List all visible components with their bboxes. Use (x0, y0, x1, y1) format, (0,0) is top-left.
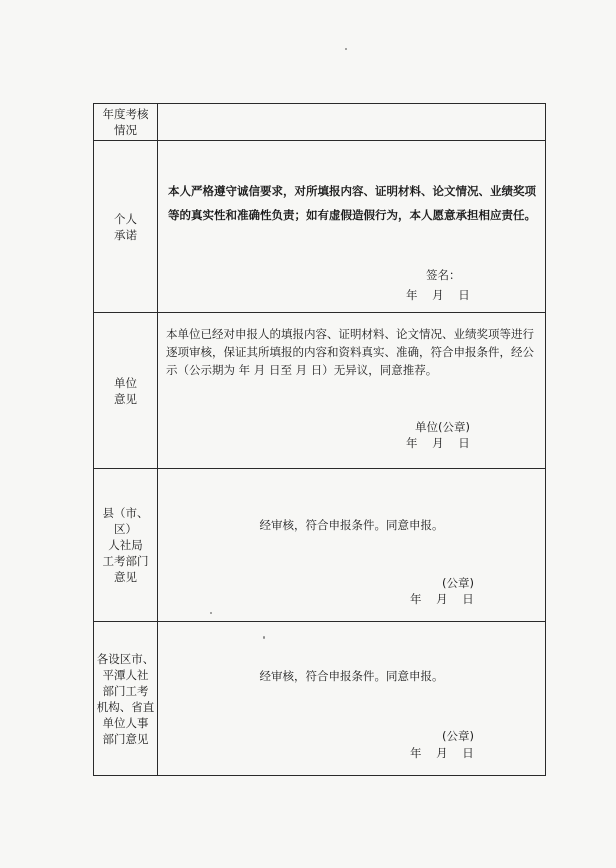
annual-assessment-field[interactable] (158, 104, 546, 141)
county-opinion-cell (158, 469, 546, 622)
label-line: 工考部门 (102, 554, 149, 568)
scan-speck (345, 48, 347, 50)
personal-pledge-label (94, 141, 158, 313)
pledge-date: 年 月 日 (406, 288, 470, 302)
city-seal-label: (公章) (442, 729, 474, 743)
county-opinion-text: 经审核，符合申报条件。同意申报。 (259, 518, 444, 532)
annual-assessment-label (94, 104, 158, 141)
label-line: 部门意见 (102, 731, 149, 746)
county-seal-label: (公章) (442, 576, 474, 590)
row-city-opinion (94, 622, 546, 776)
row-county-opinion (94, 469, 546, 622)
signature-label[interactable]: 签名： (426, 268, 461, 282)
unit-opinion-label (94, 313, 158, 469)
label-line: 意见 (114, 391, 137, 406)
label-line: 意见 (114, 570, 137, 584)
review-form-table (93, 103, 546, 776)
city-opinion-label (94, 622, 158, 776)
label-line: 平潭人社 (102, 667, 149, 682)
personal-pledge-cell (158, 141, 546, 313)
county-opinion-label (94, 469, 158, 622)
unit-opinion-cell (158, 313, 546, 469)
label-line: 部门工考 (102, 683, 149, 698)
county-date: 年 月 日 (410, 592, 474, 606)
city-opinion-text: 经审核，符合申报条件。同意申报。 (259, 669, 444, 683)
row-personal-pledge (94, 141, 546, 313)
row-annual-assessment (94, 104, 546, 141)
scan-speck (210, 612, 212, 614)
city-opinion-cell (158, 622, 546, 776)
label-line: 个人 (114, 211, 137, 226)
row-unit-opinion (94, 313, 546, 469)
city-date: 年 月 日 (410, 746, 474, 760)
label-line: 机构、省直 (96, 699, 155, 714)
pledge-text: 本人严格遵守诚信要求，对所填报内容、证明材料、论文情况、业绩奖项等的真实性和准确性负责；如有虚假造假行为，本人愿意承担相应责任。 (168, 184, 536, 222)
label-line: 单位 (114, 375, 137, 390)
label-line: 人社局 (108, 538, 143, 552)
label-line: 单位人事 (102, 715, 149, 730)
label-line: 情况 (114, 123, 137, 137)
label-line: 年度考核 (102, 107, 149, 121)
scan-speck (263, 636, 265, 639)
label-line: 承诺 (114, 227, 137, 242)
unit-opinion-text: 本单位已经对申报人的填报内容、证明材料、论文情况、业绩奖项等进行逐项审核，保证其所填报的内容和资料真实、准确，符合申报条件，经公示（公示期为 年 月 日至 月 日）无异议，同意推荐。 (166, 327, 534, 377)
unit-seal-label: 单位(公章) (415, 420, 470, 434)
label-line: 各设区市、 (96, 651, 155, 666)
label-line: 县（市、区） (102, 506, 149, 536)
unit-date: 年 月 日 (406, 436, 470, 450)
